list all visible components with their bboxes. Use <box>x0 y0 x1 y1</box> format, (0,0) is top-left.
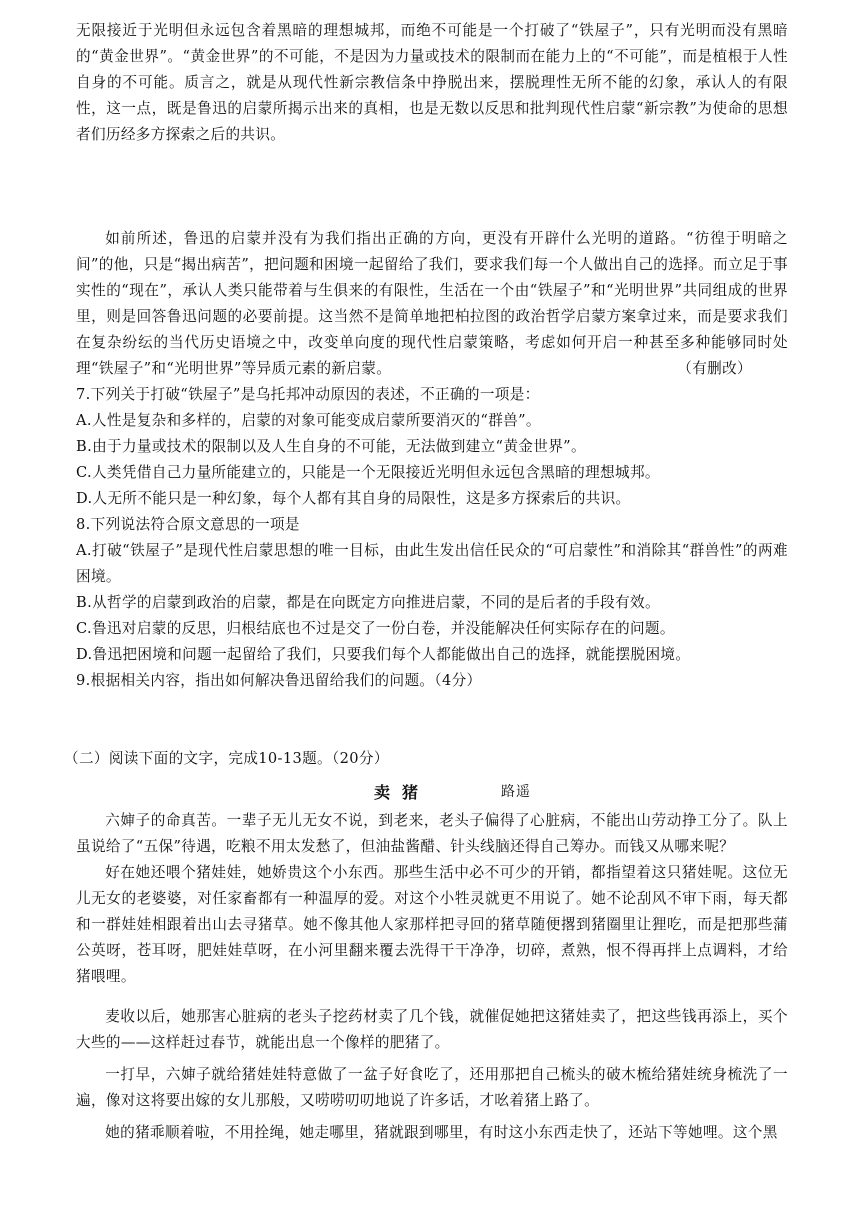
story-paragraph-1: 六婶子的命真苦。一辈子无儿无女不说，到老来，老头子偏得了心脏病，不能出山劳动挣工分了。队上虽说给了“五保”待遇，吃粮不用太发愁了，但油盐酱醋、针头线脑还得自己筹办。而钱又从哪来呢？ <box>76 812 788 855</box>
q7-option-c: C.人类凭借自己力量所能建立的，只能是一个无限接近光明但永远包含黑暗的理想城邦。 <box>76 464 660 481</box>
edit-note: （有删改） <box>677 360 752 377</box>
story-paragraph-5: 她的猪乖顺着啦，不用拴绳，她走哪里，猪就跟到哪里，有时这小东西走快了，还站下等她哩。这个黑 <box>105 1124 778 1141</box>
story-title-line <box>0 780 860 806</box>
q8-option-a: A.打破“铁屋子”是现代性启蒙思想的唯一目标，由此生发出信任民众的“可启蒙性”和消除其“群兽性”的两难困境。 <box>76 542 788 585</box>
story-paragraph-4: 一打早，六婶子就给猪娃娃特意做了一盆子好食吃了，还用那把自己梳头的破木梳给猪娃统身梳洗了一遍，像对这将要出嫁的女儿那般，又唠唠叨叨地说了许多话，才吆着猪上路了。 <box>76 1066 788 1109</box>
passage1-paragraph-1: 无限接近于光明但永远包含着黑暗的理想城邦，而绝不可能是一个打破了“铁屋子”，只有光明而没有黑暗的“黄金世界”。“黄金世界”的不可能，不是因为力量或技术的限制而在能力上的“不可能”，而是植根于人性自身的不可能。质言之，就是从现代性新宗教信条中挣脱出来，摆脱理性无所不能的幻象，承认人的有限性，这一点，既是鲁迅的启蒙所揭示出来的真相，也是无数以反思和批判现代性启蒙“新宗教”为使命的思想者们历经多方探索之后的共识。 <box>76 22 788 143</box>
q8-option-d: D.鲁迅把困境和问题一起留给了我们，只要我们每个人都能做出自己的选择，就能摆脱困境。 <box>76 646 691 663</box>
q8-stem: 8.下列说法符合原文意思的一项是 <box>76 516 300 533</box>
story-paragraph-2: 好在她还喂个猪娃娃，她娇贵这个小东西。那些生活中必不可少的开销，都指望着这只猪娃呢。这位无儿无女的老婆婆，对任家畜都有一种温厚的爱。对这个小牲灵就更不用说了。她不论刮风不审下雨，每天都和一群娃娃相跟着出山去寻猪草。她不像其他人家那样把寻回的猪草随便撂到猪圈里让狸吃，而是把那些蒲公英呀，苍耳呀，肥娃娃草呀，在小河里翻来覆去洗得干干净净，切碎，煮熟，恨不得再拌上点调料，才给猪喂哩。 <box>76 864 788 985</box>
q7-option-a: A.人性是复杂和多样的，启蒙的对象可能变成启蒙所要消灭的“群兽”。 <box>76 412 541 429</box>
section2-heading: （二）阅读下面的文字，完成10-13题。（20分） <box>64 750 389 767</box>
q8-option-c: C.鲁迅对启蒙的反思，归根结底也不过是交了一份白卷，并没能解决任何实际存在的问题。 <box>76 620 675 637</box>
story-author: 路遥 <box>501 784 531 800</box>
story-paragraph-3: 麦收以后，她那害心脏病的老头子挖药材卖了几个钱，就催促她把这猪娃卖了，把这些钱再添上，买个大些的——这样赶过春节，就能出息一个像样的肥猪了。 <box>76 1008 788 1051</box>
q7-option-b: B.由于力量或技术的限制以及人生自身的不可能，无法做到建立“黄金世界”。 <box>76 438 586 455</box>
passage1-paragraph-2: 如前所述，鲁迅的启蒙并没有为我们指出正确的方向，更没有开辟什么光明的道路。“彷徨于明暗之间”的他，只是“揭出病苦”，把问题和困境一起留给了我们，要求我们每一个人做出自己的选择。而立足于事实性的“现在”，承认人类只能带着与生俱来的有限性，生活在一个由“铁屋子”和“光明世界”共同组成的世界里，则是回答鲁迅问题的必要前提。这当然不是简单地把柏拉图的政治哲学启蒙方案拿过来，而是要求我们在复杂纷纭的当代历史语境之中，改变单向度的现代性启蒙策略，考虑如何开启一种甚至多种能够同时处理“铁屋子”和“光明世界”等异质元素的新启蒙。 <box>76 230 788 377</box>
story-title: 卖猪 <box>374 783 431 802</box>
q9-stem: 9.根据相关内容，指出如何解决鲁迅留给我们的问题。（4分） <box>76 672 482 689</box>
q7-stem: 7.下列关于打破“铁屋子”是乌托邦冲动原因的表述，不正确的一项是： <box>76 386 540 403</box>
q8-option-b: B.从哲学的启蒙到政治的启蒙，都是在向既定方向推进启蒙，不同的是后者的手段有效。 <box>76 594 660 611</box>
passage1-paragraph-2-wrap <box>76 226 788 382</box>
q7-option-d: D.人无所不能只是一种幻象，每个人都有其自身的局限性，这是多方探索后的共识。 <box>76 490 631 507</box>
